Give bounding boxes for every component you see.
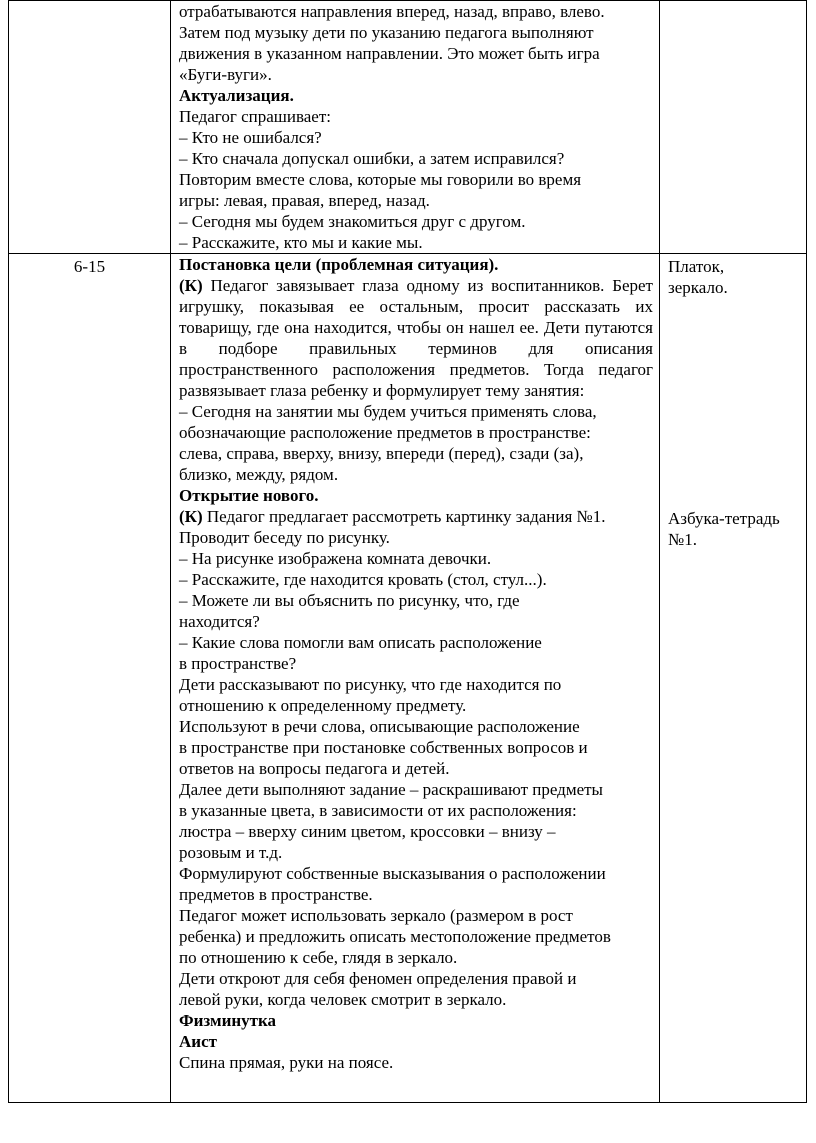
activity-lines xyxy=(179,1,653,253)
text-line: – Расскажите, кто мы и какие мы. xyxy=(179,233,423,252)
text-line: Повторим вместе слова, которые мы говорили во время xyxy=(179,170,582,189)
text-line: Спина прямая, руки на поясе. xyxy=(179,1053,394,1072)
text-line: в пространстве? xyxy=(179,654,297,673)
materials-text: Азбука-тетрадь xyxy=(668,509,780,528)
materials-cell xyxy=(660,254,807,1103)
materials-text: №1. xyxy=(668,530,697,549)
text-line: Проводит беседу по рисунку. xyxy=(179,528,390,547)
text-line: слева, справа, вверху, внизу, впереди (перед), сзади (за), xyxy=(179,444,584,463)
activity-cell xyxy=(171,1,660,254)
time-cell: 6-15 xyxy=(9,254,171,1103)
activity-cell xyxy=(171,254,660,1103)
materials-text: зеркало. xyxy=(668,278,728,297)
text-line: игры: левая, правая, вперед, назад. xyxy=(179,191,430,210)
text-line: близко, между, рядом. xyxy=(179,465,339,484)
text-line: – Можете ли вы объяснить по рисунку, что, где xyxy=(179,591,520,610)
section-heading: Постановка цели (проблемная ситуация). xyxy=(179,255,499,274)
text-line: находится? xyxy=(179,612,260,631)
text-line: отрабатываются направления вперед, назад, вправо, влево. xyxy=(179,2,605,21)
text-line: в указанные цвета, в зависимости от их расположения: xyxy=(179,801,577,820)
text-line: – Сегодня мы будем знакомиться друг с другом. xyxy=(179,212,526,231)
table-row xyxy=(9,1,807,254)
text-line: Затем под музыку дети по указанию педагога выполняют xyxy=(179,23,594,42)
text-line: по отношению к себе, глядя в зеркало. xyxy=(179,948,458,967)
text-line: Используют в речи слова, описывающие расположение xyxy=(179,717,580,736)
text-line: Дети откроют для себя феномен определения правой и xyxy=(179,969,577,988)
text-line: ответов на вопросы педагога и детей. xyxy=(179,759,450,778)
text-line: Далее дети выполняют задание – раскрашивают предметы xyxy=(179,780,603,799)
text-line: левой руки, когда человек смотрит в зеркало. xyxy=(179,990,507,1009)
activity-lines xyxy=(179,401,653,485)
text-line: отношению к определенному предмету. xyxy=(179,696,467,715)
section-heading: Аист xyxy=(179,1032,217,1051)
text-line: – Сегодня на занятии мы будем учиться применять слова, xyxy=(179,402,597,421)
text-line: – Кто сначала допускал ошибки, а затем исправился? xyxy=(179,149,565,168)
text-line: Педагог может использовать зеркало (размером в рост xyxy=(179,906,573,925)
paragraph: (К) Педагог завязывает глаза одному из воспитанников. Берет игрушку, показывая ее остальным, просит рассказать их товарищу, где она находится, чтобы он нашел ее. Дети путаются в подборе правильных терминов для описания пространственного расположения предметов. Тогда педагог развязывает глаза ребенку и формулирует тему занятия: xyxy=(179,276,653,400)
table-row xyxy=(9,254,807,1103)
text-line: Дети рассказывают по рисунку, что где находится по xyxy=(179,675,562,694)
text-line: – Какие слова помогли вам описать расположение xyxy=(179,633,542,652)
text-line: Актуализация. xyxy=(179,86,294,105)
text-line: – Кто не ошибался? xyxy=(179,128,322,147)
paragraph: (К) Педагог предлагает рассмотреть картинку задания №1. xyxy=(179,507,606,526)
text-line: в пространстве при постановке собственных вопросов и xyxy=(179,738,588,757)
k-marker: (К) xyxy=(179,276,203,295)
text-line: Формулируют собственные высказывания о расположении xyxy=(179,864,606,883)
section-heading: Открытие нового. xyxy=(179,486,319,505)
materials-text: Платок, xyxy=(668,257,725,276)
lesson-table xyxy=(8,0,807,1103)
text-line: Педагог спрашивает: xyxy=(179,107,331,126)
activity-lines xyxy=(179,527,653,1010)
text-line: люстра – вверху синим цветом, кроссовки – внизу – xyxy=(179,822,556,841)
text-line: – Расскажите, где находится кровать (стол, стул...). xyxy=(179,570,547,589)
k-marker: (К) xyxy=(179,507,203,526)
text-line: розовым и т.д. xyxy=(179,843,283,862)
text-line: – На рисунке изображена комната девочки. xyxy=(179,549,492,568)
materials-cell xyxy=(660,1,807,254)
text-line: «Буги-вуги». xyxy=(179,65,272,84)
text-line: обозначающие расположение предметов в пространстве: xyxy=(179,423,591,442)
section-heading: Физминутка xyxy=(179,1011,277,1030)
text-line: ребенка) и предложить описать местоположение предметов xyxy=(179,927,611,946)
text-line: предметов в пространстве. xyxy=(179,885,373,904)
time-cell xyxy=(9,1,171,254)
text-line: движения в указанном направлении. Это может быть игра xyxy=(179,44,600,63)
